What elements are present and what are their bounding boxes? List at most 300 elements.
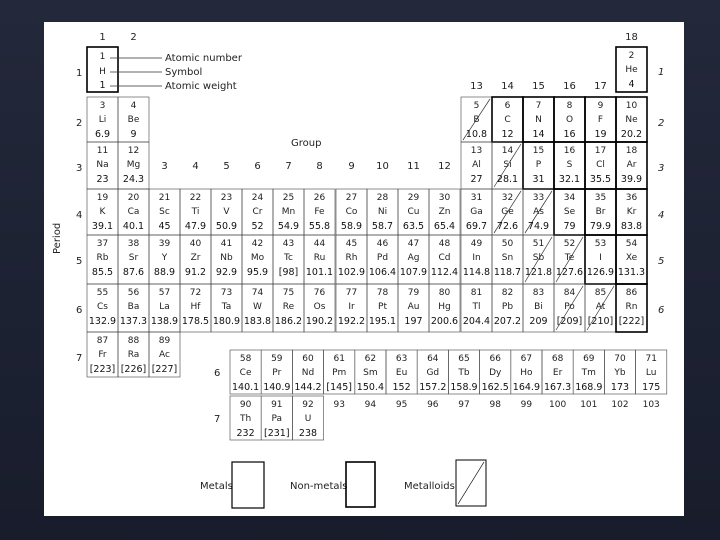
element-symbol: Dy (489, 368, 502, 378)
atomic-number: 38 (127, 239, 140, 249)
atomic-number: 88 (127, 336, 140, 346)
group-number: 5 (223, 161, 230, 172)
atomic-number: 7 (535, 101, 542, 111)
element-cell (616, 47, 647, 92)
atomic-weight: 164.9 (512, 382, 541, 393)
atomic-weight: 79 (563, 221, 576, 232)
element-cell (304, 189, 335, 235)
element-symbol: Eu (395, 368, 408, 378)
actinide-cell (427, 400, 439, 410)
atomic-number: 95 (395, 400, 408, 410)
element-cell (492, 284, 523, 332)
actinide-cell (396, 400, 407, 410)
atomic-number: 85 (594, 288, 607, 298)
atomic-number: 60 (302, 354, 314, 364)
element-symbol: U (304, 414, 312, 424)
atomic-number: 51 (532, 239, 545, 249)
atomic-weight: 27 (470, 174, 483, 185)
atomic-weight: 101.1 (305, 267, 334, 278)
atomic-weight: 39.9 (620, 174, 643, 185)
atomic-weight: [231] (264, 428, 290, 439)
period-number-left: 7 (76, 353, 83, 364)
element-symbol: Nd (301, 368, 315, 378)
element-cell (616, 97, 647, 142)
atomic-number: 27 (345, 193, 358, 203)
atomic-weight: 137.3 (119, 316, 148, 327)
element-symbol: Pb (501, 302, 514, 312)
legend-metals-label: Metals (200, 481, 233, 492)
legend-atomic-number: Atomic number (165, 53, 242, 64)
element-cell (554, 189, 585, 235)
element-cell (273, 189, 304, 235)
element-symbol: Co (345, 207, 358, 217)
atomic-number: 55 (96, 288, 109, 298)
atomic-number: 74 (251, 288, 264, 298)
atomic-number: 65 (458, 354, 470, 364)
element-cell (523, 284, 554, 332)
element-symbol: Sc (159, 207, 170, 217)
atomic-weight: 118.7 (493, 267, 522, 278)
atomic-weight: 207.2 (493, 316, 522, 327)
element-cell (461, 284, 492, 332)
atomic-weight: 180.9 (212, 316, 241, 327)
group-number: 14 (501, 81, 514, 92)
element-cell (636, 350, 667, 394)
atomic-weight: [209] (556, 316, 583, 327)
element-symbol: Yb (614, 368, 626, 378)
atomic-number: 17 (594, 146, 607, 156)
atomic-weight: 168.9 (575, 382, 603, 393)
period-number-right: 2 (658, 118, 665, 129)
element-cell (511, 350, 542, 394)
legend-symbol: Symbol (165, 67, 203, 78)
element-cell (118, 235, 149, 284)
atomic-number: 3 (99, 101, 106, 111)
atomic-weight: 4 (628, 79, 635, 90)
element-symbol: F (597, 115, 604, 125)
element-cell (492, 189, 523, 235)
period-number-left: 6 (76, 305, 83, 316)
group-number: 4 (192, 161, 199, 172)
atomic-weight: [145] (326, 382, 352, 393)
atomic-number: 14 (501, 146, 514, 156)
element-symbol: At (595, 302, 606, 312)
atomic-number: 79 (407, 288, 420, 298)
atomic-number: 56 (127, 288, 140, 298)
element-symbol: Sr (128, 253, 139, 263)
period-number-right: 6 (658, 305, 665, 316)
element-symbol: Te (564, 253, 575, 263)
atomic-weight: [223] (89, 364, 116, 375)
legend-key-weight: 1 (99, 80, 106, 91)
element-symbol: Tb (458, 368, 470, 378)
atomic-weight: [227] (151, 364, 178, 375)
atomic-number: 103 (642, 400, 660, 410)
legend-nonmetals-label: Non-metals (290, 481, 348, 492)
element-cell (585, 284, 616, 332)
group-number: 13 (470, 81, 483, 92)
atomic-weight: 158.9 (450, 382, 478, 393)
element-symbol: N (535, 115, 542, 125)
atomic-number: 53 (594, 239, 607, 249)
atomic-weight: 10.8 (465, 129, 488, 140)
atomic-number: 36 (625, 193, 638, 203)
atomic-number: 24 (251, 193, 264, 203)
element-cell (429, 284, 460, 332)
element-cell (149, 235, 180, 284)
group-number: 11 (407, 161, 420, 172)
atomic-weight: 175 (642, 382, 661, 393)
atomic-number: 2 (628, 51, 635, 61)
atomic-number: 83 (532, 288, 545, 298)
atomic-weight: 190.2 (305, 316, 334, 327)
atomic-number: 81 (470, 288, 483, 298)
atomic-weight: [98] (278, 267, 299, 278)
atomic-weight: 127.6 (555, 267, 584, 278)
atomic-weight: 173 (610, 382, 630, 393)
element-cell (87, 235, 118, 284)
atomic-weight: 40.1 (122, 221, 145, 232)
atomic-number: 89 (158, 336, 171, 346)
element-symbol: Ti (191, 207, 200, 217)
atomic-number: 98 (489, 400, 501, 410)
element-cell (461, 142, 492, 189)
atomic-number: 25 (282, 193, 295, 203)
atomic-weight: 69.7 (465, 221, 488, 232)
atomic-number: 5 (473, 101, 480, 111)
element-cell (87, 97, 118, 142)
atomic-weight: 150.4 (356, 382, 385, 393)
element-cell (480, 350, 511, 394)
atomic-number: 76 (313, 288, 326, 298)
element-symbol: Cd (438, 253, 451, 263)
period-number-left: 5 (76, 256, 83, 267)
atomic-weight: 162.5 (481, 382, 509, 393)
atomic-number: 34 (563, 193, 576, 203)
atomic-weight: 121.8 (524, 267, 553, 278)
element-cell (616, 284, 647, 332)
atomic-weight: 138.9 (150, 316, 179, 327)
atomic-weight: 23 (96, 174, 109, 185)
element-symbol: Po (564, 302, 575, 312)
element-symbol: C (504, 115, 511, 125)
atomic-number: 96 (427, 400, 439, 410)
atomic-weight: 65.4 (433, 221, 456, 232)
atomic-weight: 132.9 (88, 316, 117, 327)
group-number: 17 (594, 81, 607, 92)
actinide-cell (521, 400, 533, 410)
element-symbol: Pr (272, 368, 282, 378)
element-symbol: Lu (645, 368, 657, 378)
atomic-number: 69 (583, 354, 595, 364)
atomic-number: 33 (532, 193, 545, 203)
element-cell (398, 284, 429, 332)
atomic-weight: 197 (404, 316, 423, 327)
atomic-weight: 14 (532, 129, 545, 140)
atomic-number: 70 (614, 354, 626, 364)
element-cell (149, 189, 180, 235)
period-number-left: 3 (76, 163, 83, 174)
atomic-weight: [226] (120, 364, 147, 375)
element-symbol: Pd (376, 253, 389, 263)
element-symbol: Ta (221, 302, 232, 312)
element-symbol: Ba (127, 302, 140, 312)
element-symbol: B (473, 115, 480, 125)
element-symbol: Pt (378, 302, 387, 312)
fblock-period-6: 6 (214, 368, 221, 379)
actinide-cell (580, 400, 597, 410)
atomic-number: 97 (458, 400, 470, 410)
element-symbol: Ge (501, 207, 514, 217)
element-cell (336, 189, 367, 235)
element-cell (585, 189, 616, 235)
element-cell (149, 284, 180, 332)
element-symbol: Ir (348, 302, 355, 312)
element-symbol: Y (161, 253, 168, 263)
atomic-weight: 167.3 (543, 382, 572, 393)
atomic-weight: 31 (532, 174, 545, 185)
element-cell (211, 189, 242, 235)
element-cell (585, 142, 616, 189)
group-number: 10 (376, 161, 389, 172)
atomic-weight: 52 (251, 221, 264, 232)
atomic-weight: 106.4 (368, 267, 397, 278)
element-cell (273, 235, 304, 284)
atomic-number: 94 (364, 400, 377, 410)
element-symbol: Au (407, 302, 420, 312)
element-cell (367, 235, 398, 284)
element-cell (523, 235, 554, 284)
legend-key-number: 1 (99, 52, 106, 62)
group-axis-label: Group (291, 138, 322, 149)
atomic-weight: 54.9 (277, 221, 300, 232)
atomic-number: 71 (645, 354, 657, 364)
atomic-weight: 209 (529, 316, 548, 327)
element-symbol: S (566, 160, 573, 170)
atomic-weight: 114.8 (462, 267, 491, 278)
atomic-number: 91 (271, 400, 283, 410)
atomic-weight: 28.1 (496, 174, 519, 185)
element-cell (585, 97, 616, 142)
element-symbol: La (159, 302, 170, 312)
atomic-weight: 72.6 (496, 221, 519, 232)
element-symbol: Mo (250, 253, 265, 263)
element-cell (461, 97, 492, 142)
element-symbol: Fe (314, 207, 325, 217)
atomic-number: 22 (189, 193, 202, 203)
atomic-weight: [222] (618, 316, 645, 327)
element-symbol: Rh (345, 253, 358, 263)
element-symbol: Al (472, 160, 481, 170)
element-cell (492, 235, 523, 284)
atomic-number: 101 (580, 400, 598, 410)
element-cell (429, 189, 460, 235)
atomic-number: 4 (130, 101, 137, 111)
atomic-number: 62 (364, 354, 377, 364)
group-number: 6 (254, 161, 261, 172)
element-symbol: Hg (438, 302, 451, 312)
legend-nonmetals-box (346, 462, 375, 507)
atomic-weight: 107.9 (399, 267, 428, 278)
fblock-period-7: 7 (214, 414, 221, 425)
element-symbol: Ar (626, 160, 637, 170)
element-cell (386, 350, 417, 394)
element-cell (604, 350, 635, 394)
atomic-number: 28 (376, 193, 389, 203)
element-cell (554, 142, 585, 189)
f-block (214, 350, 667, 440)
element-symbol: Si (503, 160, 512, 170)
element-symbol: Tm (581, 368, 596, 378)
element-cell (573, 350, 604, 394)
atomic-weight: 58.9 (340, 221, 363, 232)
element-symbol: Ce (239, 368, 252, 378)
atomic-weight: 157.2 (419, 382, 447, 393)
category-legend (200, 460, 486, 508)
element-cell (554, 97, 585, 142)
atomic-weight: 39.1 (91, 221, 114, 232)
atomic-number: 84 (563, 288, 576, 298)
element-cell (304, 284, 335, 332)
atomic-number: 72 (189, 288, 202, 298)
atomic-number: 29 (407, 193, 420, 203)
atomic-weight: 79.9 (589, 221, 612, 232)
element-symbol: Pm (332, 368, 347, 378)
atomic-number: 31 (470, 193, 483, 203)
element-cell (417, 350, 448, 394)
element-cell (616, 142, 647, 189)
atomic-weight: 63.5 (402, 221, 425, 232)
element-cell (398, 189, 429, 235)
period-number-right: 1 (658, 67, 665, 78)
element-cell (211, 284, 242, 332)
actinide-cell (365, 400, 377, 410)
atomic-number: 40 (189, 239, 202, 249)
actinide-cell (458, 400, 469, 410)
element-symbol: Tc (284, 253, 293, 263)
element-symbol: V (223, 207, 230, 217)
element-symbol: Li (98, 115, 107, 125)
group-number: 9 (348, 161, 355, 172)
atomic-number: 43 (282, 239, 295, 249)
element-symbol: Ga (470, 207, 483, 217)
main-grid (87, 47, 647, 377)
actinide-cell (230, 396, 261, 440)
period-axis-label: Period (52, 222, 63, 254)
atomic-weight: 20.2 (620, 129, 643, 140)
atomic-number: 78 (376, 288, 389, 298)
element-cell (492, 142, 523, 189)
atomic-number: 64 (427, 354, 439, 364)
atomic-weight: 112.4 (430, 267, 459, 278)
atomic-number: 66 (489, 354, 501, 364)
element-cell (367, 284, 398, 332)
element-symbol: Ca (127, 207, 140, 217)
element-cell (242, 235, 273, 284)
atomic-number: 49 (470, 239, 483, 249)
atomic-number: 20 (127, 193, 140, 203)
element-symbol: Cs (97, 302, 108, 312)
element-symbol: Er (552, 368, 563, 378)
period-number-right: 5 (658, 256, 665, 267)
element-cell (118, 142, 149, 189)
slide-page (44, 22, 684, 516)
atomic-number: 42 (251, 239, 264, 249)
period-number-left: 1 (76, 68, 83, 79)
atomic-weight: 91.2 (184, 267, 207, 278)
atomic-number: 10 (625, 101, 638, 111)
atomic-weight: 32.1 (558, 174, 581, 185)
actinide-cell (549, 400, 566, 410)
element-cell (118, 332, 149, 377)
atomic-number: 52 (563, 239, 576, 249)
element-cell (180, 189, 211, 235)
atomic-weight: 45 (158, 221, 171, 232)
element-cell (554, 235, 585, 284)
element-symbol: Os (313, 302, 326, 312)
period-number-right: 4 (658, 210, 665, 221)
element-symbol: Cr (252, 207, 263, 217)
atomic-number: 46 (376, 239, 389, 249)
element-symbol: Mn (281, 207, 296, 217)
element-cell (211, 235, 242, 284)
element-cell (585, 235, 616, 284)
group-number: 8 (316, 161, 323, 172)
element-symbol: Hf (190, 302, 201, 312)
period-number-left: 4 (76, 210, 83, 221)
element-cell (398, 235, 429, 284)
atomic-number: 39 (158, 239, 171, 249)
atomic-number: 82 (501, 288, 514, 298)
atomic-weight: 178.5 (181, 316, 210, 327)
atomic-number: 41 (220, 239, 233, 249)
atomic-number: 8 (566, 101, 573, 111)
element-cell (118, 189, 149, 235)
atomic-weight: 24.3 (122, 174, 145, 185)
atomic-number: 26 (313, 193, 326, 203)
element-symbol: Ac (159, 350, 170, 360)
atomic-number: 61 (333, 354, 345, 364)
atomic-number: 77 (345, 288, 358, 298)
atomic-number: 45 (345, 239, 358, 249)
legend-metalloids-diagonal (458, 462, 484, 504)
atomic-number: 21 (158, 193, 171, 203)
element-symbol: Ru (313, 253, 326, 263)
element-cell (242, 189, 273, 235)
element-cell (118, 97, 149, 142)
atomic-weight: 50.9 (215, 221, 238, 232)
atomic-number: 102 (611, 400, 629, 410)
atomic-number: 48 (438, 239, 451, 249)
atomic-number: 75 (282, 288, 295, 298)
element-cell (230, 350, 261, 394)
element-symbol: He (625, 65, 638, 75)
atomic-weight: 131.3 (617, 267, 646, 278)
atomic-weight: 144.2 (294, 382, 322, 393)
group-number: 18 (625, 32, 638, 43)
element-cell (273, 284, 304, 332)
element-cell (118, 284, 149, 332)
atomic-number: 67 (520, 354, 533, 364)
element-symbol: Sn (501, 253, 514, 263)
element-cell (149, 332, 180, 377)
element-symbol: Se (563, 207, 576, 217)
element-symbol: Mg (126, 160, 141, 170)
group-number: 3 (161, 161, 168, 172)
element-cell (367, 189, 398, 235)
element-cell (448, 350, 479, 394)
element-cell (87, 142, 118, 189)
